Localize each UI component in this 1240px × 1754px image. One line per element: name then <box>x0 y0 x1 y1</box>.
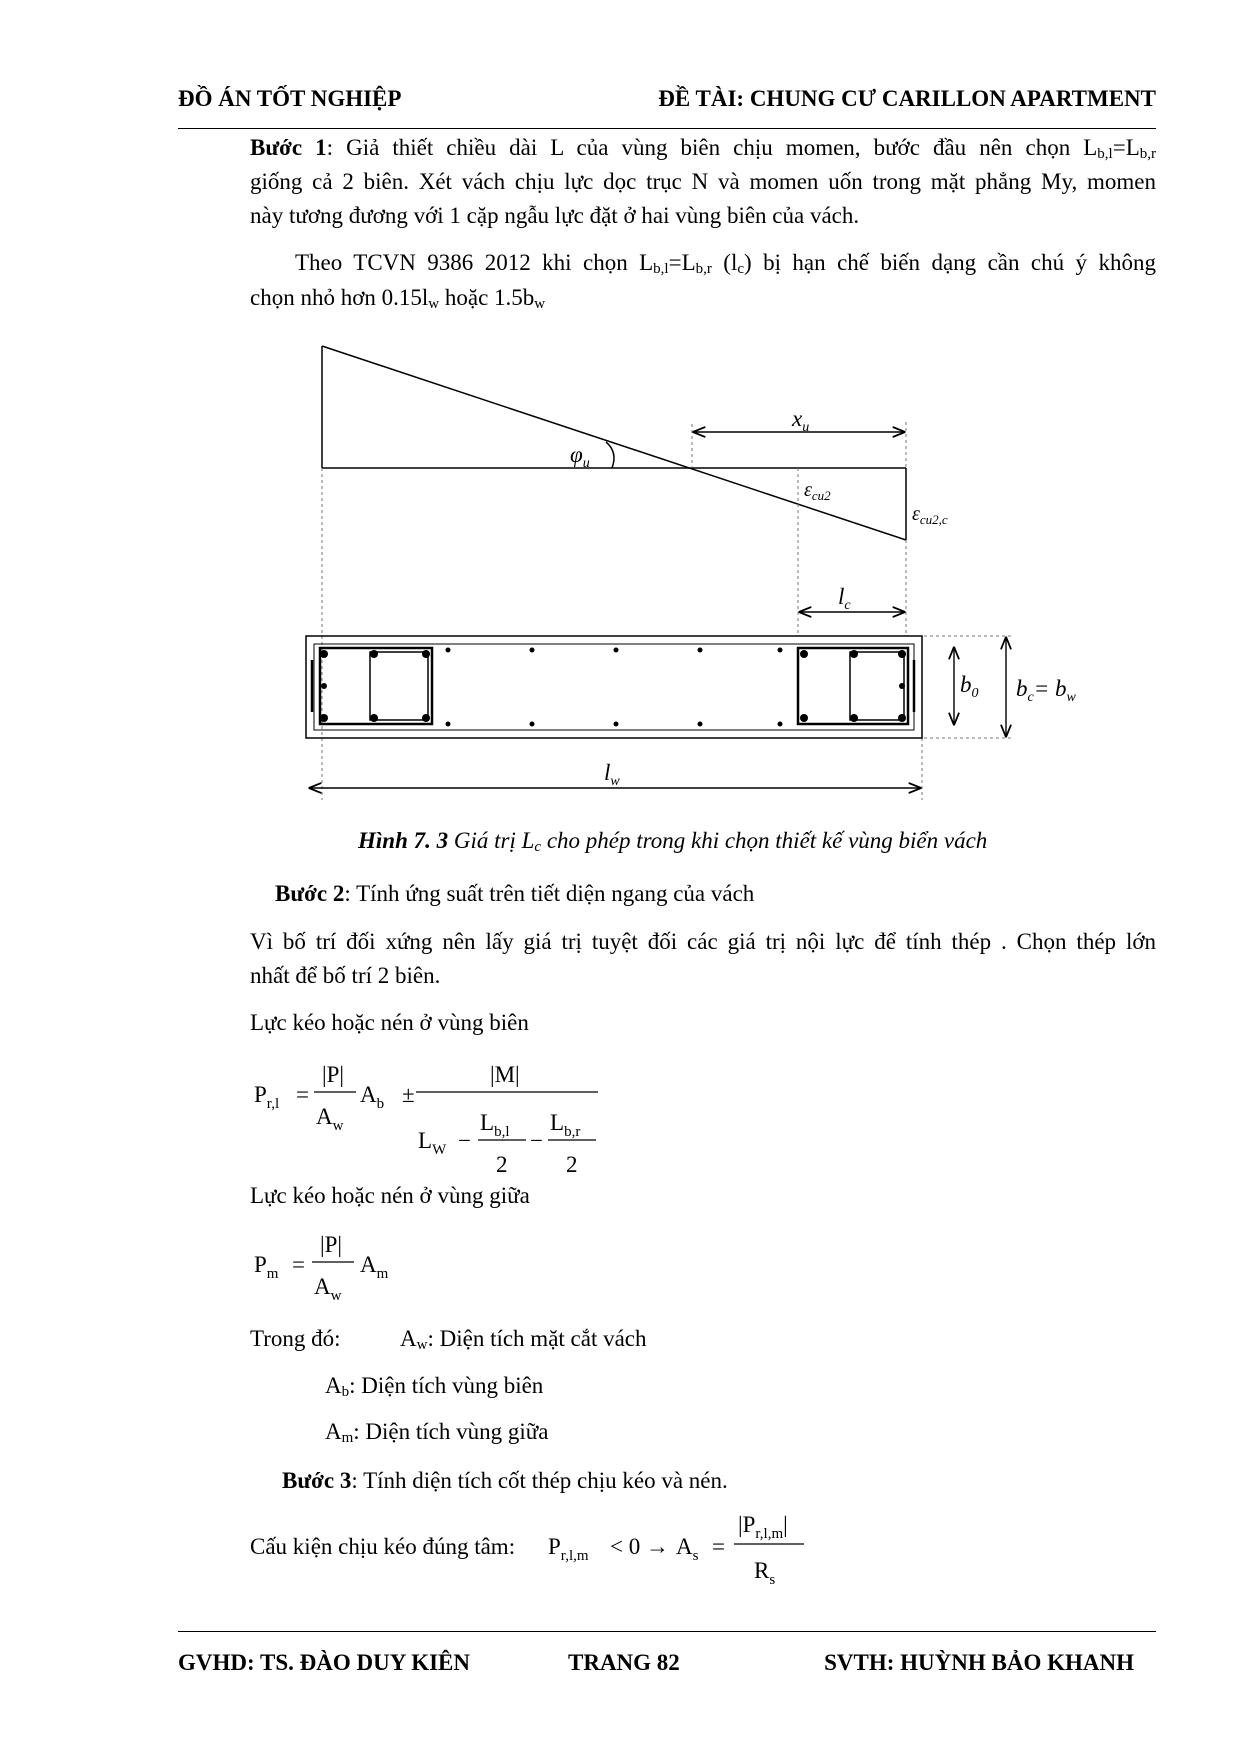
footer-right: SVTH: HUỲNH BẢO KHANH <box>824 1650 1134 1675</box>
header-right: ĐỀ TÀI: CHUNG CƯ CARILLON APARTMENT <box>658 86 1156 111</box>
footer-rule <box>178 1631 1156 1632</box>
f3-p: $P_{r,l,m}$ <box>548 1534 589 1564</box>
f1-mid: $A_b$ <box>360 1082 385 1112</box>
wall-inner-outline <box>314 644 914 730</box>
dashed-guides <box>322 422 1012 800</box>
left-boundary-tie <box>370 652 428 720</box>
right-boundary-tie <box>850 652 904 720</box>
boundary-force-title: Lực kéo hoặc nén ở vùng biên <box>250 1010 529 1035</box>
f1-pm: ± <box>402 1082 415 1107</box>
right-boundary-hoop <box>798 648 908 724</box>
f2-rhs: $A_m$ <box>360 1252 389 1282</box>
phi-label: $\varphi_u$ <box>570 442 590 471</box>
step1-label: Bước 1 <box>250 135 327 160</box>
strain-line <box>322 346 906 540</box>
f1-minus1: − <box>458 1128 471 1153</box>
step2-label: Bước 2 <box>275 881 345 906</box>
where-aw: $A_w$: Diện tích mặt cắt vách <box>400 1326 647 1353</box>
rebar-dots <box>320 648 906 727</box>
f1-frac1-num: $L_{b,l}$ <box>480 1110 510 1140</box>
f3-eq: = <box>712 1534 725 1559</box>
f1-num2: |M| <box>490 1062 520 1087</box>
step2-para-line2: nhất để bố trí 2 biên. <box>250 963 441 988</box>
ecu2-label: $\varepsilon_{cu2}$ <box>804 479 831 503</box>
phi-angle-arc <box>606 442 614 468</box>
xu-label: $x_u$ <box>792 406 810 435</box>
figure-caption: Hình 7. 3 Giá trị $L_c$ cho phép trong khi chọn thiết kế vùng biển vách <box>358 828 988 855</box>
f1-frac2-den: 2 <box>566 1152 578 1177</box>
f1-num1: |P| <box>322 1062 345 1087</box>
step2-line: Bước 2: Tính ứng suất trên tiết diện ngang của vách <box>275 881 755 906</box>
bc-label: $b_c= b_w$ <box>1016 676 1076 705</box>
f1-minus2: − <box>530 1128 543 1153</box>
ecu2c-label: $\varepsilon_{cu2,c}$ <box>912 503 948 527</box>
f2-lhs: $P_m$ <box>254 1252 279 1282</box>
header-left: ĐỒ ÁN TỐT NGHIỆP <box>178 86 402 111</box>
step3-line: Bước 3: Tính diện tích cốt thép chịu kéo và nén. <box>282 1468 728 1493</box>
f2-den: $A_w$ <box>314 1274 342 1304</box>
lw-label: $l_w$ <box>604 760 620 789</box>
f1-eq: = <box>296 1082 309 1107</box>
tcvn-line2: chọn nhỏ hơn $0.15l_w$ hoặc $1.5b_w$ <box>250 285 546 312</box>
wall-boundary-figure <box>280 330 1076 810</box>
f2-eq: = <box>292 1252 305 1277</box>
formula-boundary-force <box>240 1050 620 1180</box>
left-boundary-hoop <box>320 648 432 724</box>
footer-page: TRANG 82 <box>568 1650 680 1675</box>
step1-line3: này tương đương với 1 cặp ngẫu lực đặt ở hai vùng biên của vách. <box>250 203 860 228</box>
step1-line2: giống cả 2 biên. Xét vách chịu lực dọc trục N và momen uốn trong mặt phẳng My, momen <box>250 169 1156 194</box>
tcvn-line1: Theo TCVN 9386 2012 khi chọn $L_{b,l}=L_{b,r}$ $(l_c)$ bị hạn chế biến dạng cần chú ý không <box>295 250 1156 277</box>
f1-lhs: $P_{r,l}$ <box>254 1082 280 1112</box>
f2-num: |P| <box>320 1232 343 1257</box>
f1-den2: $L_W$ <box>418 1128 447 1158</box>
f3-prefix: Cấu kiện chịu kéo đúng tâm: <box>250 1534 516 1559</box>
where-label: Trong đó: <box>250 1326 341 1351</box>
step3-label: Bước 3 <box>282 1468 352 1493</box>
f3-cond: < 0 → <box>610 1534 669 1559</box>
step1-line1: Bước 1: Giả thiết chiều dài L của vùng biên chịu momen, bước đầu nên chọn $L_{b,l}=L_{b,r}$ <box>250 135 1156 162</box>
header-rule <box>178 128 1156 129</box>
strain-diagram <box>322 346 906 540</box>
where-am: $A_m$: Diện tích vùng giữa <box>325 1419 549 1446</box>
lc-label: $l_c$ <box>838 584 851 613</box>
f3-den: $R_s$ <box>754 1558 776 1588</box>
formula-middle-force <box>240 1220 440 1310</box>
f3-as: $A_s$ <box>676 1534 699 1564</box>
where-ab: $A_b$: Diện tích vùng biên <box>325 1373 544 1400</box>
f3-num: $|P_{r,l,m}|$ <box>738 1512 788 1542</box>
step2-para-line1: Vì bố trí đối xứng nên lấy giá trị tuyệt đối các giá trị nội lực để tính thép . Chọn thép lớn <box>250 929 1156 954</box>
formula-axial-tension <box>540 1500 820 1600</box>
f1-den1: $A_w$ <box>316 1104 344 1134</box>
middle-force-title: Lực kéo hoặc nén ở vùng giữa <box>250 1183 530 1208</box>
b0-label: $b_0$ <box>960 672 979 701</box>
f1-frac1-den: 2 <box>496 1152 508 1177</box>
footer-left: GVHD: TS. ĐÀO DUY KIÊN <box>178 1650 471 1675</box>
f1-frac2-num: $L_{b,r}$ <box>550 1110 581 1140</box>
